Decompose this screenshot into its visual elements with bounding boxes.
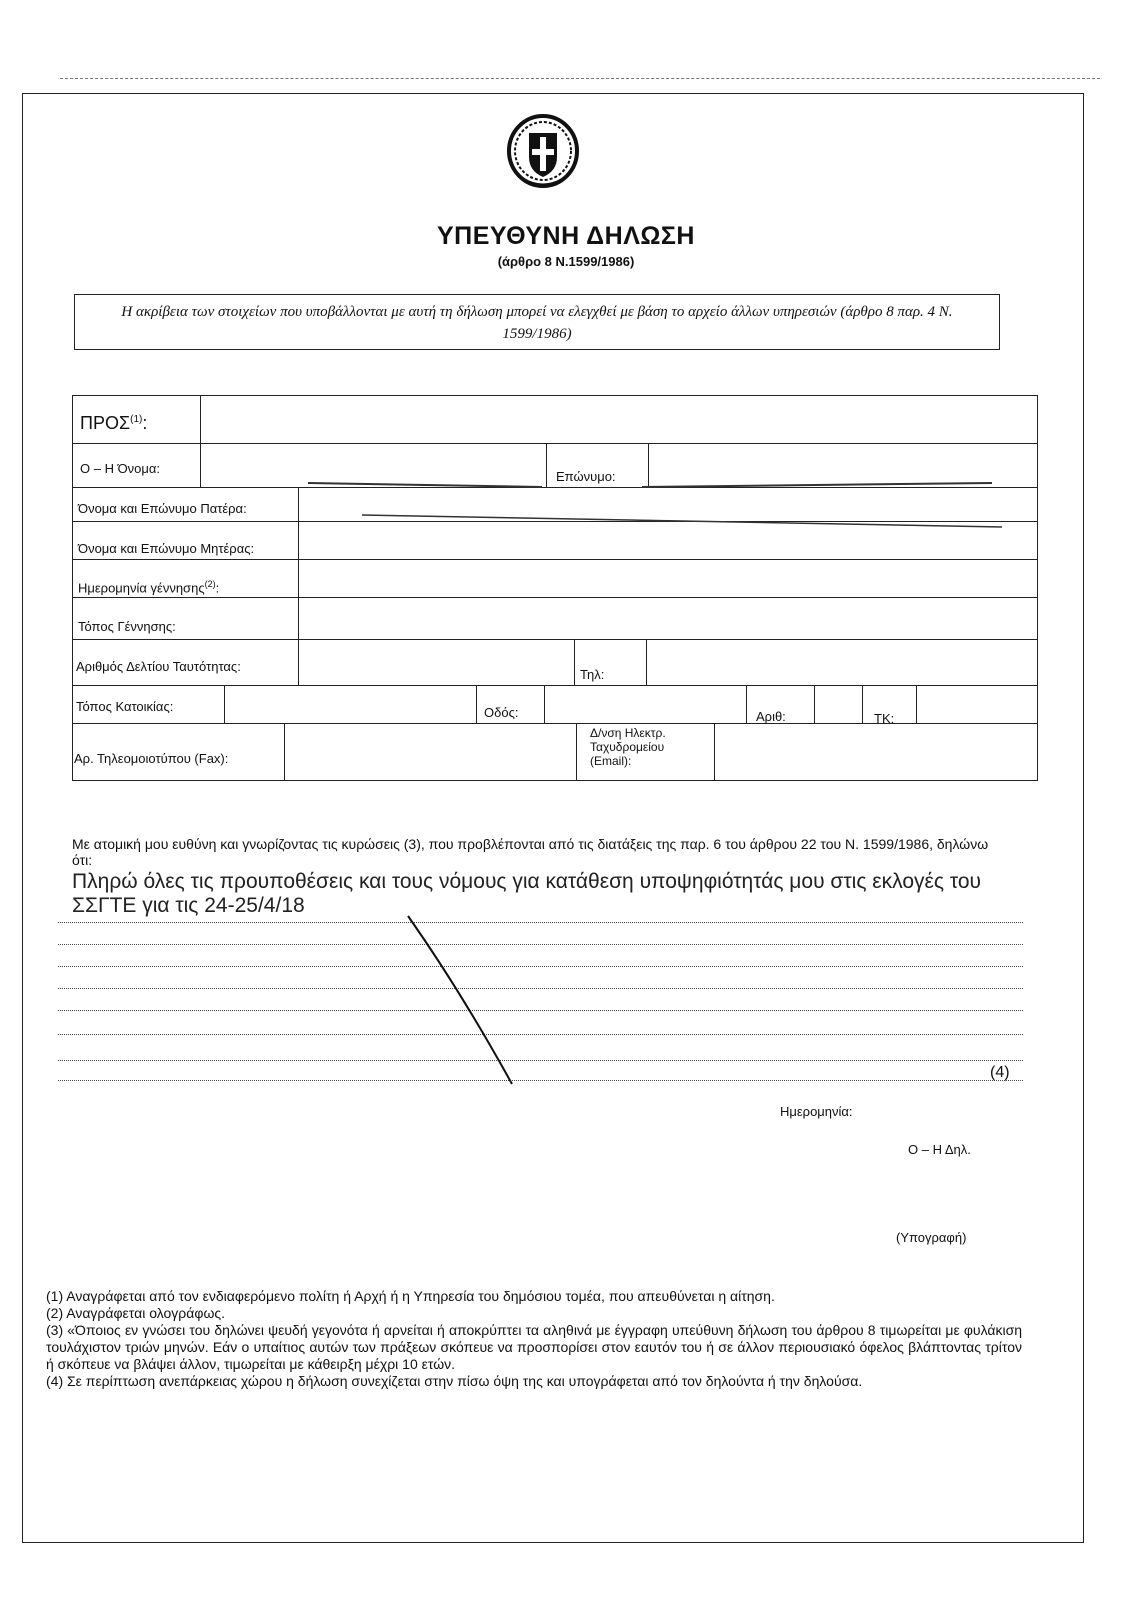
birthplace-field[interactable] xyxy=(302,599,1034,637)
surname-label: Επώνυμο: xyxy=(556,469,616,484)
declaration-statement: Πληρώ όλες τις προυποθέσεις και τους νόμους για κατάθεση υποψηφιότητάς μου στις εκλογές του ΣΣΓΤΕ για τις 24-25/4/18 xyxy=(72,870,981,917)
fax-field[interactable] xyxy=(288,725,574,779)
residence-field[interactable] xyxy=(228,687,474,721)
id-card-label: Αριθμός Δελτίου Ταυτότητας: xyxy=(76,659,241,674)
email-field[interactable] xyxy=(718,725,1034,779)
footnote-3: (3) «Όποιος εν γνώσει του δηλώνει ψευδή γεγονότα ή αρνείται ή αποκρύπτει τα αληθινά με έγγραφη υπεύθυνη δήλωση του άρθρου 8 τιμωρείται με φυλάκιση τουλάχιστον τριών μηνών. Εάν ο υπαίτιος αυτών των πράξεων σκόπευε να προσπορίσει στον εαυτόν του ή σε άλλον περιουσιακό όφελος βλάπτοντας τρίτον ή σκόπευε να βλάψει άλλον, τιμωρείται με κάθειρξη μέχρι 10 ετών. xyxy=(46,1322,1022,1372)
birthdate-field[interactable] xyxy=(302,561,1034,595)
residence-label: Τόπος Κατοικίας: xyxy=(76,699,174,714)
document-subtitle: (άρθρο 8 Ν.1599/1986) xyxy=(497,254,635,269)
date-label: Ημερομηνία: xyxy=(780,1104,853,1119)
phone-field[interactable] xyxy=(650,641,1034,683)
accuracy-notice: Η ακρίβεια των στοιχείων που υποβάλλονται με αυτή τη δήλωση μπορεί να ελεγχθεί με βάση το αρχείο άλλων υπηρεσιών (άρθρο 8 παρ. 4 Ν. 1599/1986) xyxy=(74,294,1000,350)
dotted-line xyxy=(58,1060,1023,1061)
signature-label: (Υπογραφή) xyxy=(896,1230,967,1245)
id-card-field[interactable] xyxy=(302,641,572,683)
dotted-line xyxy=(58,1034,1023,1035)
email-label: Δ/νση Ηλεκτρ. Ταχυδρομείου (Email): xyxy=(590,726,666,768)
postcode-field[interactable] xyxy=(920,687,1034,721)
fax-label: Αρ. Τηλεομοιοτύπου (Fax): xyxy=(74,751,229,766)
greek-coat-of-arms-icon xyxy=(505,113,581,193)
number-field[interactable] xyxy=(818,687,860,721)
father-name-label: Όνομα και Επώνυμο Πατέρα: xyxy=(78,501,247,516)
street-label: Οδός: xyxy=(484,705,519,720)
declaration-intro: Με ατομική μου ευθύνη και γνωρίζοντας τις κυρώσεις (3), που προβλέπονται από τις διατάξεις της παρ. 6 του άρθρου 22 του Ν. 1599/1986, δηλώνω ότι: xyxy=(72,836,989,868)
footnotes xyxy=(46,1288,1022,1390)
footnote-4: (4) Σε περίπτωση ανεπάρκειας χώρου η δήλωση συνεχίζεται στην πίσω όψη της και υπογράφεται από τον δηλούντα ή την δηλούσα. xyxy=(46,1373,863,1389)
birthdate-label: Ημερομηνία γέννησης$^{(2)}$: xyxy=(78,579,220,596)
scan-top-dashed-line xyxy=(60,78,1100,79)
dotted-line xyxy=(58,944,1023,945)
first-name-label: Ο – Η Όνομα: xyxy=(80,461,160,476)
dotted-line xyxy=(58,1010,1023,1011)
redaction-strokes xyxy=(72,395,1038,555)
footnote-2: (2) Αναγράφεται ολογράφως. xyxy=(46,1305,226,1321)
number-label: Αριθ: xyxy=(756,709,786,724)
street-field[interactable] xyxy=(548,687,744,721)
mother-name-label: Όνομα και Επώνυμο Μητέρας: xyxy=(78,541,255,556)
dotted-line xyxy=(58,922,1023,923)
footnote-1: (1) Αναγράφεται από τον ενδιαφερόμενο πολίτη ή Αρχή ή η Υπηρεσία του δημόσιου τομέα, που απευθύνεται η αίτηση. xyxy=(46,1288,775,1304)
dotted-line xyxy=(58,1080,1023,1081)
personal-details-form xyxy=(72,395,1038,781)
footnote-4-marker: (4) xyxy=(990,1064,1010,1081)
postcode-label: ΤΚ: xyxy=(874,711,895,726)
strike-through-stroke xyxy=(400,910,520,1090)
declarant-label: Ο – Η Δηλ. xyxy=(908,1142,971,1157)
dotted-line xyxy=(58,988,1023,989)
phone-label: Τηλ: xyxy=(580,667,605,682)
pros-label: ΠΡΟΣ$^{(1)}$: xyxy=(80,413,148,433)
document-title: ΥΠΕΥΘΥΝΗ ΔΗΛΩΣΗ xyxy=(437,222,695,250)
birthplace-label: Τόπος Γέννησης: xyxy=(78,619,176,634)
dotted-line xyxy=(58,966,1023,967)
